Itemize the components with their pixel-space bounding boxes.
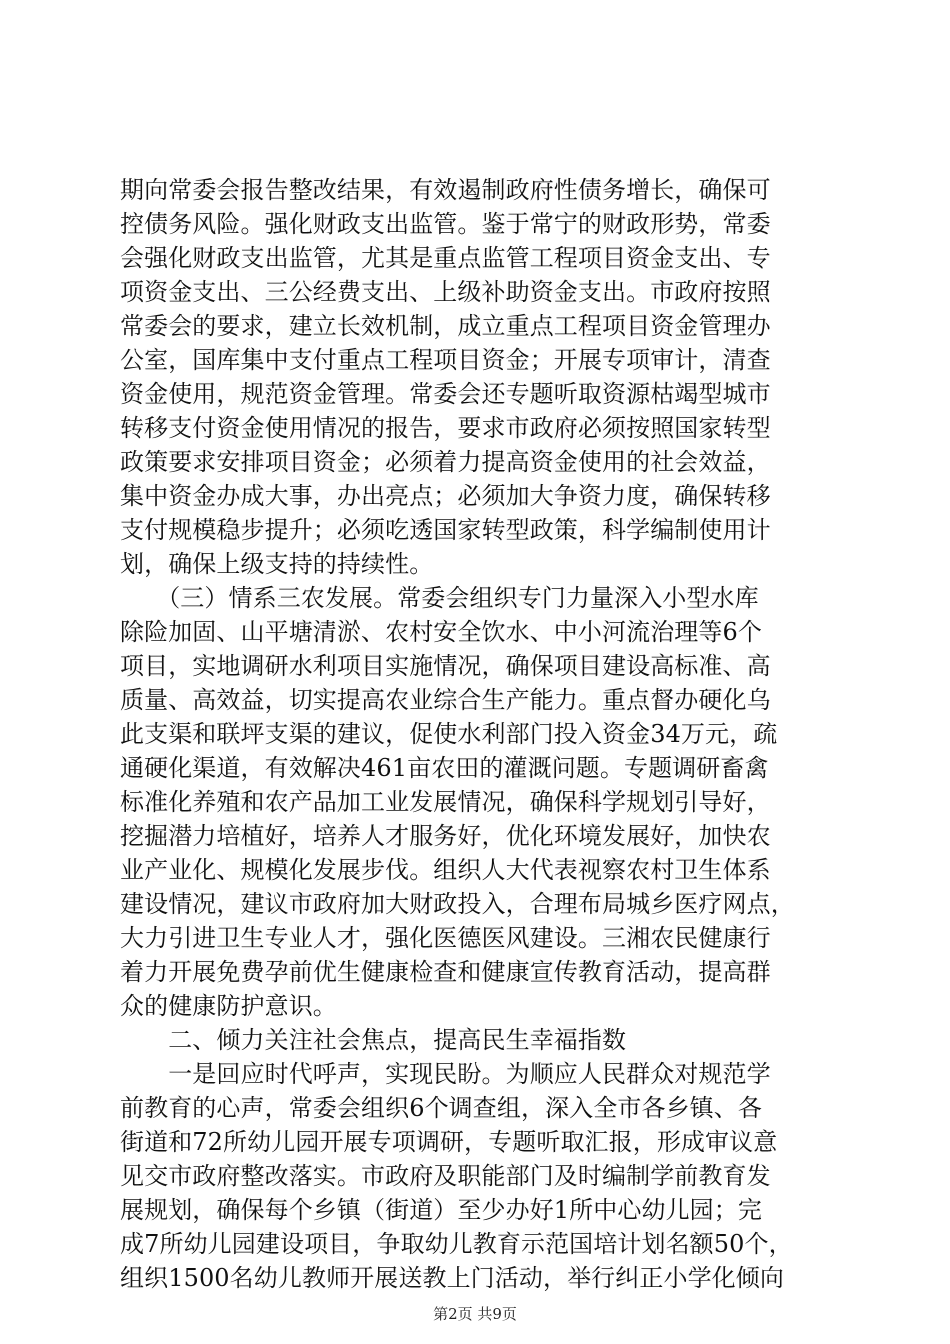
text-line: 除险加固、山平塘清淤、农村安全饮水、中小河流治理等6个: [120, 618, 762, 646]
text-line: 转移支付资金使用情况的报告，要求市政府必须按照国家转型: [120, 414, 771, 442]
text-line: 质量、高效益，切实提高农业综合生产能力。重点督办硬化乌: [120, 686, 771, 714]
text-line: 组织1500名幼儿教师开展送教上门活动，举行纠正小学化倾向: [120, 1264, 784, 1292]
text-line: 展规划，确保每个乡镇（街道）至少办好1所中心幼儿园；完: [120, 1196, 762, 1224]
text-line: 此支渠和联坪支渠的建议，促使水利部门投入资金34万元，疏: [120, 720, 778, 748]
text-line: 着力开展免费孕前优生健康检查和健康宣传教育活动，提高群: [120, 958, 771, 986]
text-line: 资金使用，规范资金管理。常委会还专题听取资源枯竭型城市: [120, 380, 771, 408]
text-line: 通硬化渠道，有效解决461亩农田的灌溉问题。专题调研畜禽: [120, 754, 769, 782]
text-line: 成7所幼儿园建设项目，争取幼儿教育示范国培计划名额50个，: [120, 1230, 793, 1258]
section-heading-line: （三）情系三农发展。常委会组织专门力量深入小型水库: [120, 584, 759, 612]
page-number-footer: 第2页 共9页: [433, 1305, 517, 1323]
text-line: 大力引进卫生专业人才，强化医德医风建设。三湘农民健康行: [120, 924, 771, 952]
text-line: 期向常委会报告整改结果，有效遏制政府性债务增长，确保可: [120, 176, 771, 204]
text-line: 会强化财政支出监管，尤其是重点监管工程项目资金支出、专: [120, 244, 771, 272]
text-line: 政策要求安排项目资金；必须着力提高资金使用的社会效益，: [120, 448, 771, 476]
text-line: 支付规模稳步提升；必须吃透国家转型政策，科学编制使用计: [120, 516, 771, 544]
text-line: 挖掘潜力培植好，培养人才服务好，优化环境发展好，加快农: [120, 822, 771, 850]
text-line: 标准化养殖和农产品加工业发展情况，确保科学规划引导好，: [120, 788, 771, 816]
text-line: 公室，国库集中支付重点工程项目资金；开展专项审计，清查: [120, 346, 771, 374]
text-line: 集中资金办成大事，办出亮点；必须加大争资力度，确保转移: [120, 482, 771, 510]
text-line: 项目，实地调研水利项目实施情况，确保项目建设高标准、高: [120, 652, 771, 680]
text-line: 控债务风险。强化财政支出监管。鉴于常宁的财政形势，常委: [120, 210, 771, 238]
text-line: 众的健康防护意识。: [120, 992, 337, 1020]
text-line: 划，确保上级支持的持续性。: [120, 550, 434, 578]
text-line: 街道和72所幼儿园开展专项调研，专题听取汇报，形成审议意: [120, 1128, 778, 1156]
text-line: 业产业化、规模化发展步伐。组织人大代表视察农村卫生体系: [120, 856, 771, 884]
text-line: 项资金支出、三公经费支出、上级补助资金支出。市政府按照: [120, 278, 771, 306]
section-heading-line: 二、倾力关注社会焦点，提高民生幸福指数: [120, 1026, 627, 1054]
text-line: 见交市政府整改落实。市政府及职能部门及时编制学前教育发: [120, 1162, 771, 1190]
text-line: 一是回应时代呼声，实现民盼。为顺应人民群众对规范学: [120, 1060, 771, 1088]
text-line: 前教育的心声，常委会组织6个调查组，深入全市各乡镇、各: [120, 1094, 762, 1122]
text-line: 常委会的要求，建立长效机制，成立重点工程项目资金管理办: [120, 312, 771, 340]
text-line: 建设情况，建议市政府加大财政投入，合理布局城乡医疗网点，: [120, 890, 795, 918]
